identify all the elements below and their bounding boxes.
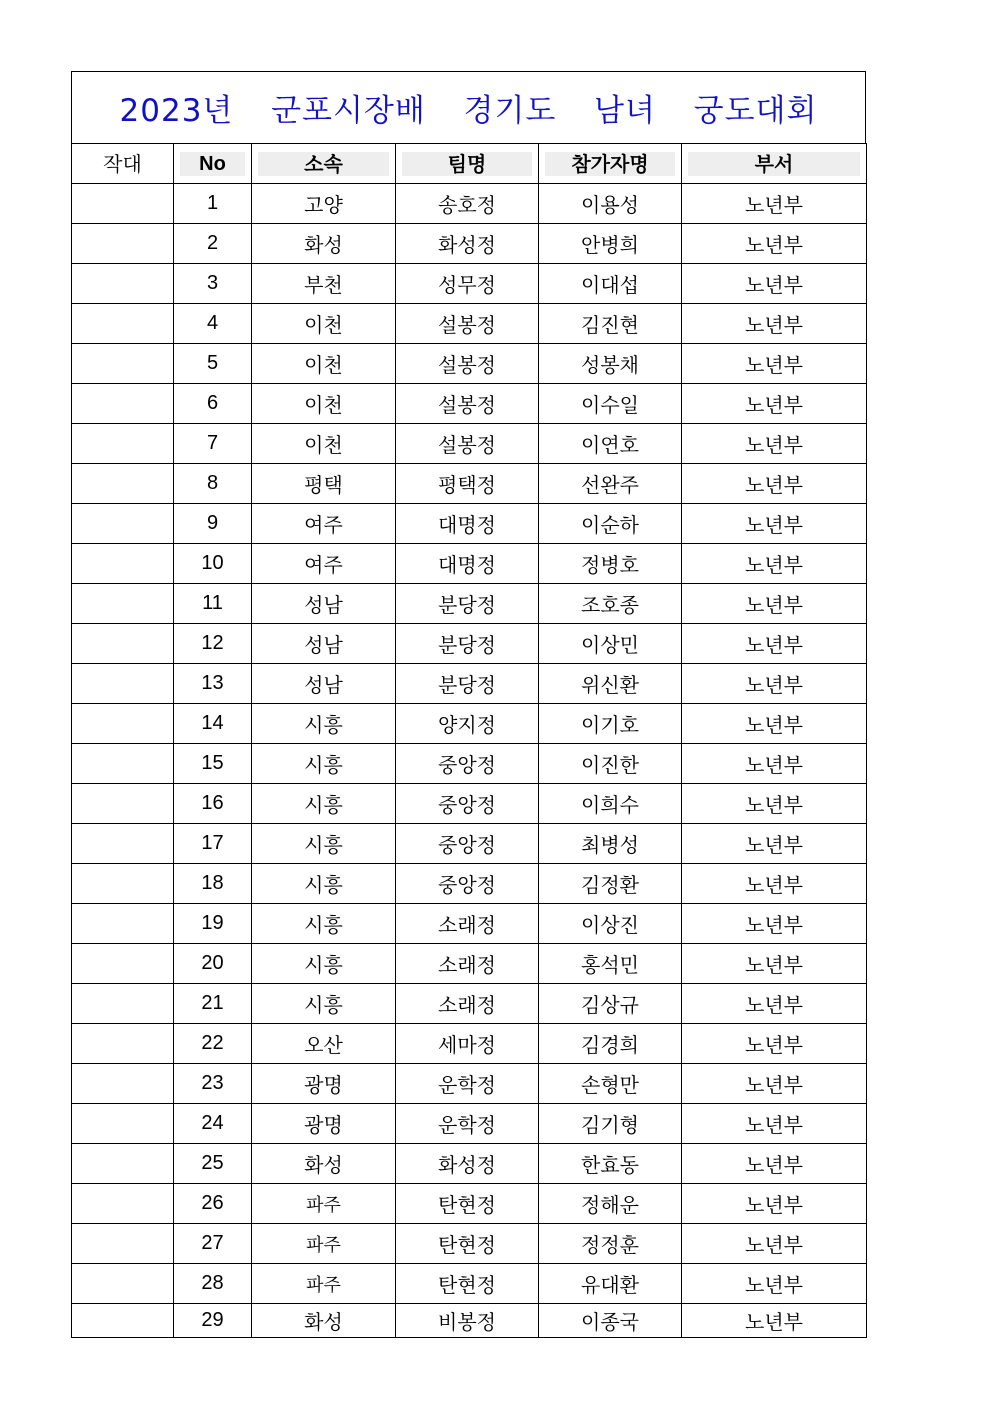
cell-participant: 이연호 (539, 424, 682, 464)
table-row (72, 1304, 867, 1338)
cell-no: 5 (174, 344, 252, 384)
cell-no: 4 (174, 304, 252, 344)
header-affiliation: 소속 (252, 144, 396, 184)
cell-no: 24 (174, 1104, 252, 1144)
cell-no: 9 (174, 504, 252, 544)
cell-no: 14 (174, 704, 252, 744)
cell-jakdae (72, 424, 174, 464)
cell-team: 운학정 (396, 1104, 539, 1144)
cell-jakdae (72, 344, 174, 384)
cell-participant: 이순하 (539, 504, 682, 544)
cell-participant: 안병희 (539, 224, 682, 264)
cell-jakdae (72, 984, 174, 1024)
cell-division: 노년부 (682, 264, 867, 304)
cell-no: 20 (174, 944, 252, 984)
cell-team: 소래정 (396, 904, 539, 944)
table-row (72, 1184, 867, 1224)
table-row (72, 904, 867, 944)
cell-team: 비봉정 (396, 1304, 539, 1338)
header-team: 팀명 (396, 144, 539, 184)
cell-participant: 위신환 (539, 664, 682, 704)
table-row (72, 1144, 867, 1184)
cell-division: 노년부 (682, 1104, 867, 1144)
cell-team: 탄현정 (396, 1264, 539, 1304)
cell-participant: 유대환 (539, 1264, 682, 1304)
cell-team: 화성정 (396, 224, 539, 264)
cell-affiliation: 이천 (252, 344, 396, 384)
cell-no: 6 (174, 384, 252, 424)
cell-jakdae (72, 704, 174, 744)
table-row (72, 664, 867, 704)
page-title: 2023년 군포시장배 경기도 남녀 궁도대회 (119, 93, 818, 129)
header-participant: 참가자명 (539, 144, 682, 184)
cell-participant: 이대섭 (539, 264, 682, 304)
cell-division: 노년부 (682, 944, 867, 984)
table-row (72, 584, 867, 624)
cell-team: 운학정 (396, 1064, 539, 1104)
cell-affiliation: 화성 (252, 1144, 396, 1184)
title-box (71, 71, 866, 143)
cell-no: 17 (174, 824, 252, 864)
cell-division: 노년부 (682, 1304, 867, 1338)
cell-participant: 이용성 (539, 184, 682, 224)
cell-jakdae (72, 1304, 174, 1338)
cell-division: 노년부 (682, 384, 867, 424)
table-row (72, 224, 867, 264)
cell-division: 노년부 (682, 464, 867, 504)
table-row (72, 384, 867, 424)
cell-affiliation: 시흥 (252, 744, 396, 784)
cell-team: 소래정 (396, 944, 539, 984)
cell-jakdae (72, 1064, 174, 1104)
cell-jakdae (72, 824, 174, 864)
table-row (72, 1224, 867, 1264)
cell-participant: 조호종 (539, 584, 682, 624)
cell-division: 노년부 (682, 1184, 867, 1224)
cell-no: 29 (174, 1304, 252, 1338)
cell-team: 설봉정 (396, 384, 539, 424)
cell-participant: 김정환 (539, 864, 682, 904)
cell-division: 노년부 (682, 744, 867, 784)
cell-no: 11 (174, 584, 252, 624)
cell-participant: 이상민 (539, 624, 682, 664)
table-row (72, 184, 867, 224)
cell-division: 노년부 (682, 344, 867, 384)
table-row (72, 264, 867, 304)
cell-team: 중앙정 (396, 744, 539, 784)
table-row (72, 304, 867, 344)
cell-team: 화성정 (396, 1144, 539, 1184)
table-body (72, 184, 867, 1338)
cell-affiliation: 시흥 (252, 944, 396, 984)
cell-participant: 손형만 (539, 1064, 682, 1104)
cell-affiliation: 부천 (252, 264, 396, 304)
cell-team: 분당정 (396, 624, 539, 664)
cell-team: 분당정 (396, 584, 539, 624)
cell-affiliation: 광명 (252, 1064, 396, 1104)
header-division: 부서 (682, 144, 867, 184)
table-row (72, 504, 867, 544)
cell-participant: 김기형 (539, 1104, 682, 1144)
cell-affiliation: 평택 (252, 464, 396, 504)
header-no: No (174, 144, 252, 184)
cell-division: 노년부 (682, 184, 867, 224)
cell-participant: 이진한 (539, 744, 682, 784)
cell-division: 노년부 (682, 584, 867, 624)
cell-jakdae (72, 1104, 174, 1144)
cell-team: 평택정 (396, 464, 539, 504)
cell-jakdae (72, 1264, 174, 1304)
cell-no: 13 (174, 664, 252, 704)
cell-affiliation: 성남 (252, 664, 396, 704)
cell-affiliation: 이천 (252, 424, 396, 464)
cell-affiliation: 오산 (252, 1024, 396, 1064)
cell-no: 21 (174, 984, 252, 1024)
cell-participant: 홍석민 (539, 944, 682, 984)
table-row (72, 1024, 867, 1064)
cell-no: 22 (174, 1024, 252, 1064)
cell-no: 8 (174, 464, 252, 504)
cell-division: 노년부 (682, 864, 867, 904)
table-row (72, 1104, 867, 1144)
cell-participant: 이희수 (539, 784, 682, 824)
cell-jakdae (72, 1024, 174, 1064)
cell-team: 중앙정 (396, 784, 539, 824)
cell-affiliation: 파주 (252, 1264, 396, 1304)
cell-participant: 성봉채 (539, 344, 682, 384)
cell-team: 양지정 (396, 704, 539, 744)
cell-affiliation: 성남 (252, 624, 396, 664)
cell-jakdae (72, 1144, 174, 1184)
cell-no: 16 (174, 784, 252, 824)
cell-participant: 정병호 (539, 544, 682, 584)
cell-no: 7 (174, 424, 252, 464)
cell-division: 노년부 (682, 504, 867, 544)
cell-affiliation: 이천 (252, 384, 396, 424)
cell-jakdae (72, 744, 174, 784)
cell-affiliation: 성남 (252, 584, 396, 624)
cell-jakdae (72, 1184, 174, 1224)
cell-division: 노년부 (682, 1224, 867, 1264)
cell-division: 노년부 (682, 784, 867, 824)
cell-jakdae (72, 384, 174, 424)
cell-affiliation: 시흥 (252, 824, 396, 864)
table-row (72, 984, 867, 1024)
cell-jakdae (72, 304, 174, 344)
table-row (72, 1264, 867, 1304)
cell-jakdae (72, 1224, 174, 1264)
cell-team: 대명정 (396, 544, 539, 584)
cell-jakdae (72, 584, 174, 624)
cell-team: 중앙정 (396, 824, 539, 864)
header-row (72, 144, 867, 184)
table-row (72, 464, 867, 504)
cell-participant: 한효동 (539, 1144, 682, 1184)
cell-participant: 김상규 (539, 984, 682, 1024)
cell-team: 탄현정 (396, 1184, 539, 1224)
cell-affiliation: 여주 (252, 504, 396, 544)
cell-team: 세마정 (396, 1024, 539, 1064)
cell-no: 2 (174, 224, 252, 264)
cell-jakdae (72, 664, 174, 704)
cell-division: 노년부 (682, 824, 867, 864)
cell-participant: 김진현 (539, 304, 682, 344)
cell-no: 1 (174, 184, 252, 224)
cell-affiliation: 파주 (252, 1224, 396, 1264)
cell-no: 25 (174, 1144, 252, 1184)
cell-team: 중앙정 (396, 864, 539, 904)
table-row (72, 864, 867, 904)
cell-affiliation: 시흥 (252, 984, 396, 1024)
cell-division: 노년부 (682, 664, 867, 704)
cell-no: 15 (174, 744, 252, 784)
table-row (72, 824, 867, 864)
cell-no: 10 (174, 544, 252, 584)
cell-team: 소래정 (396, 984, 539, 1024)
header-jakdae: 작대 (72, 144, 174, 184)
cell-affiliation: 여주 (252, 544, 396, 584)
cell-participant: 선완주 (539, 464, 682, 504)
cell-participant: 정해운 (539, 1184, 682, 1224)
cell-participant: 김경희 (539, 1024, 682, 1064)
cell-participant: 이수일 (539, 384, 682, 424)
cell-participant: 정정훈 (539, 1224, 682, 1264)
table-row (72, 544, 867, 584)
cell-jakdae (72, 504, 174, 544)
cell-no: 26 (174, 1184, 252, 1224)
cell-division: 노년부 (682, 1144, 867, 1184)
table-row (72, 744, 867, 784)
cell-affiliation: 광명 (252, 1104, 396, 1144)
cell-team: 탄현정 (396, 1224, 539, 1264)
cell-participant: 최병성 (539, 824, 682, 864)
cell-team: 분당정 (396, 664, 539, 704)
cell-team: 대명정 (396, 504, 539, 544)
cell-affiliation: 시흥 (252, 904, 396, 944)
cell-participant: 이상진 (539, 904, 682, 944)
table-row (72, 344, 867, 384)
cell-jakdae (72, 184, 174, 224)
cell-team: 설봉정 (396, 424, 539, 464)
table-row (72, 704, 867, 744)
cell-no: 27 (174, 1224, 252, 1264)
cell-jakdae (72, 904, 174, 944)
cell-team: 송호정 (396, 184, 539, 224)
cell-division: 노년부 (682, 424, 867, 464)
cell-division: 노년부 (682, 304, 867, 344)
cell-participant: 이기호 (539, 704, 682, 744)
cell-jakdae (72, 784, 174, 824)
cell-no: 23 (174, 1064, 252, 1104)
cell-jakdae (72, 864, 174, 904)
cell-affiliation: 시흥 (252, 784, 396, 824)
table-row (72, 784, 867, 824)
cell-division: 노년부 (682, 624, 867, 664)
document-sheet (71, 71, 866, 1338)
cell-no: 3 (174, 264, 252, 304)
cell-team: 설봉정 (396, 304, 539, 344)
table-row (72, 944, 867, 984)
cell-affiliation: 화성 (252, 1304, 396, 1338)
cell-division: 노년부 (682, 1024, 867, 1064)
cell-division: 노년부 (682, 1264, 867, 1304)
cell-division: 노년부 (682, 544, 867, 584)
cell-division: 노년부 (682, 984, 867, 1024)
cell-affiliation: 시흥 (252, 864, 396, 904)
cell-jakdae (72, 624, 174, 664)
cell-no: 18 (174, 864, 252, 904)
cell-no: 12 (174, 624, 252, 664)
cell-affiliation: 시흥 (252, 704, 396, 744)
cell-affiliation: 파주 (252, 1184, 396, 1224)
cell-team: 설봉정 (396, 344, 539, 384)
cell-participant: 이종국 (539, 1304, 682, 1338)
cell-division: 노년부 (682, 704, 867, 744)
cell-jakdae (72, 544, 174, 584)
cell-division: 노년부 (682, 1064, 867, 1104)
cell-jakdae (72, 944, 174, 984)
table-row (72, 424, 867, 464)
cell-team: 성무정 (396, 264, 539, 304)
table-row (72, 1064, 867, 1104)
cell-no: 19 (174, 904, 252, 944)
cell-affiliation: 화성 (252, 224, 396, 264)
cell-division: 노년부 (682, 904, 867, 944)
table-row (72, 624, 867, 664)
cell-jakdae (72, 264, 174, 304)
participant-table (71, 143, 867, 1338)
cell-affiliation: 이천 (252, 304, 396, 344)
cell-jakdae (72, 464, 174, 504)
cell-jakdae (72, 224, 174, 264)
cell-affiliation: 고양 (252, 184, 396, 224)
cell-no: 28 (174, 1264, 252, 1304)
cell-division: 노년부 (682, 224, 867, 264)
